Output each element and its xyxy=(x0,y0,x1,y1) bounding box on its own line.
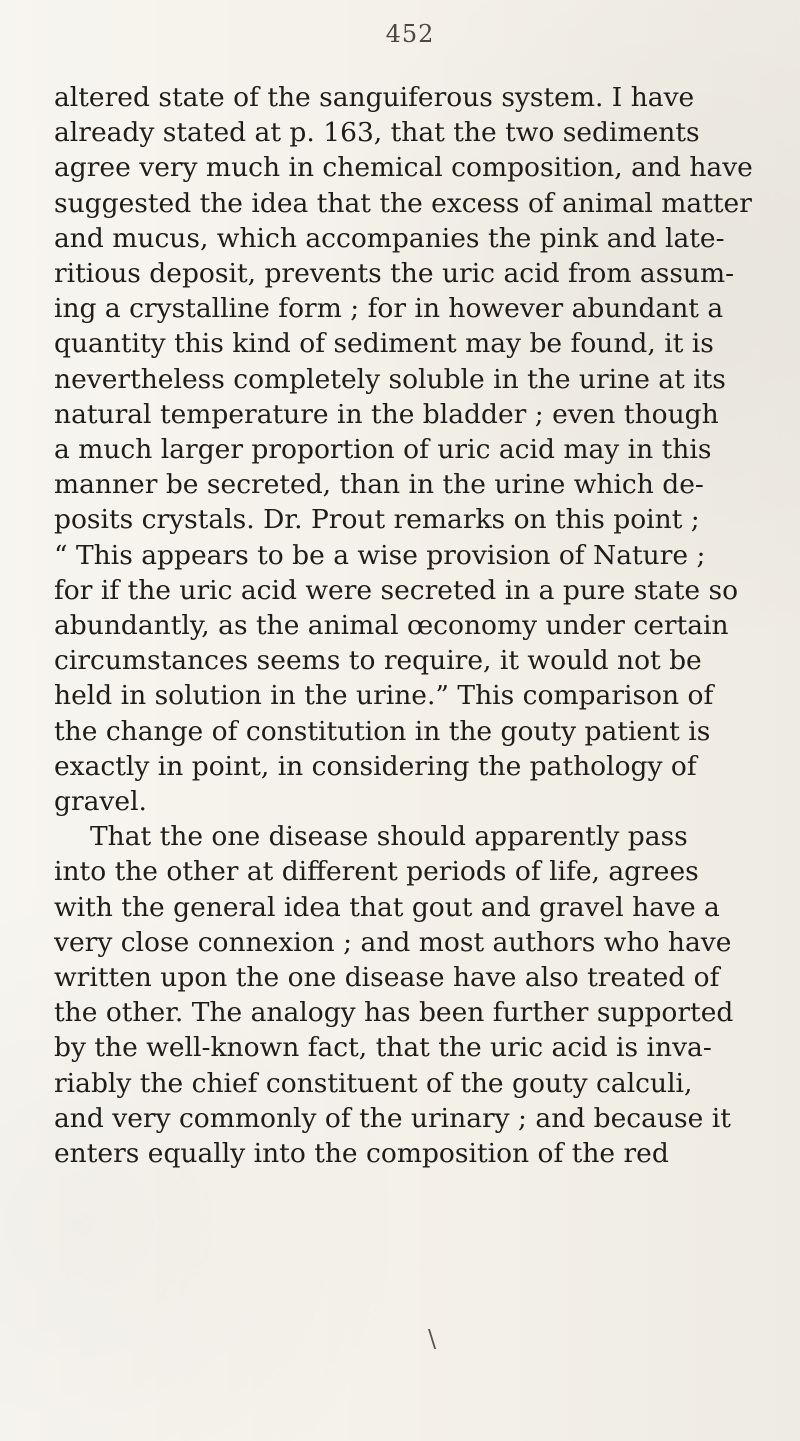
text-line: posits crystals. Dr. Prout remarks on this point ; xyxy=(54,504,700,536)
text-line: by the well-known fact, that the uric acid is inva- xyxy=(54,1032,712,1064)
text-line: nevertheless completely soluble in the urine at its xyxy=(54,363,726,395)
text-line: riably the chief constituent of the gouty calculi, xyxy=(54,1067,693,1099)
body-text xyxy=(54,80,764,1171)
text-line: exactly in point, in considering the pathology of xyxy=(54,750,697,782)
text-line: altered state of the sanguiferous system. I have xyxy=(54,82,695,113)
page-number: 452 xyxy=(385,20,435,48)
text-line: ing a crystalline form ; for in however abundant a xyxy=(54,293,724,325)
text-line: a much larger proportion of uric acid may in this xyxy=(54,434,712,466)
text-line: into the other at different periods of life, agrees xyxy=(54,856,699,888)
text-line: “ This appears to be a wise provision of Nature ; xyxy=(54,539,706,571)
text-line: the other. The analogy has been further supported xyxy=(54,997,734,1029)
text-line: suggested the idea that the excess of animal matter xyxy=(54,187,752,219)
text-line: natural temperature in the bladder ; even though xyxy=(54,398,719,430)
text-line: agree very much in chemical composition, and have xyxy=(54,152,753,184)
text-line: for if the uric acid were secreted in a pure state so xyxy=(54,574,739,606)
text-line: and mucus, which accompanies the pink and late- xyxy=(54,222,725,254)
text-line: written upon the one disease have also treated of xyxy=(54,962,720,994)
text-line: manner be secreted, than in the urine which de- xyxy=(54,469,704,501)
text-line: enters equally into the composition of the red xyxy=(54,1138,669,1170)
text-line: gravel. xyxy=(54,786,147,818)
text-line: very close connexion ; and most authors who have xyxy=(54,926,732,958)
text-line: held in solution in the urine.” This comparison of xyxy=(54,680,714,712)
bottom-mark: \ xyxy=(428,1325,437,1353)
text-line: with the general idea that gout and gravel have a xyxy=(54,891,720,923)
text-line: ritious deposit, prevents the uric acid from assum- xyxy=(54,258,735,290)
text-line: circumstances seems to require, it would not be xyxy=(54,645,702,677)
text-line: already stated at p. 163, that the two sediments xyxy=(54,117,700,149)
text-line: abundantly, as the animal œconomy under certain xyxy=(54,610,729,642)
paragraph-start-line: That the one disease should apparently pass xyxy=(90,821,688,853)
text-line: and very commonly of the urinary ; and because it xyxy=(54,1102,731,1134)
text-line: quantity this kind of sediment may be found, it is xyxy=(54,328,714,360)
text-line: the change of constitution in the gouty patient is xyxy=(54,715,711,747)
